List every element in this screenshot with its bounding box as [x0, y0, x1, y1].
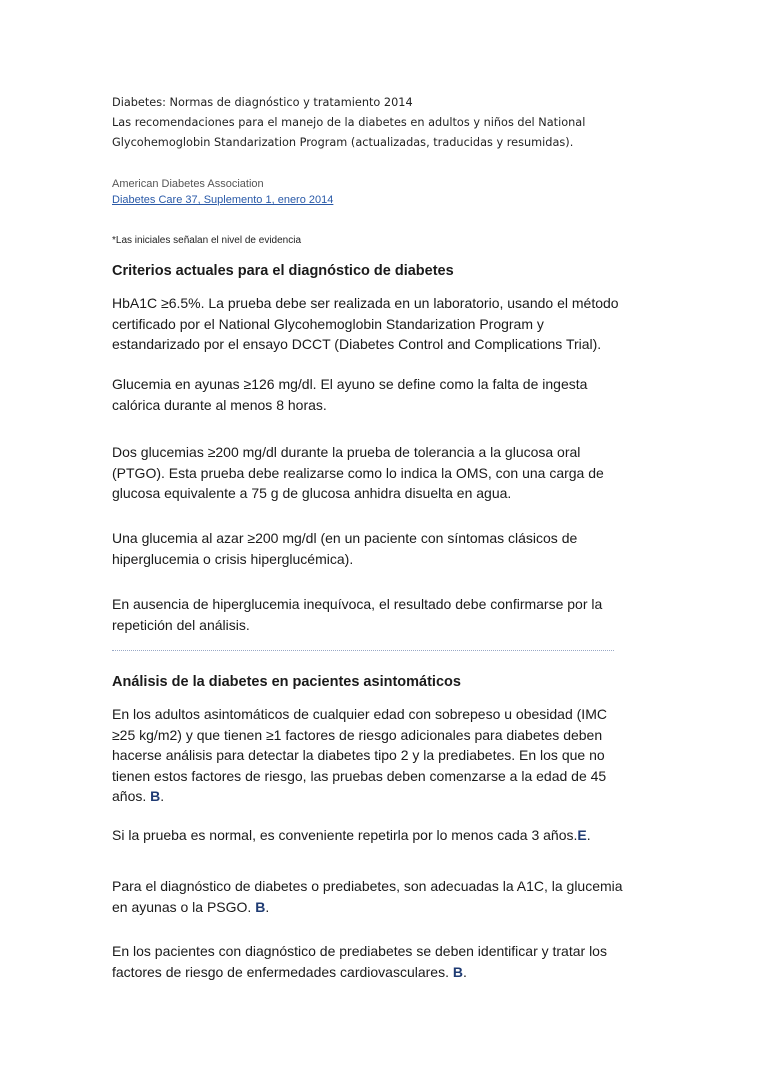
text-fragment: Si la prueba es normal, es conveniente repetirla por lo menos cada 3 años. — [112, 827, 578, 843]
evidence-level-badge: E — [577, 827, 587, 843]
text-line: glucosa equivalente a 75 g de glucosa anhidra disuelta en agua. — [112, 485, 512, 501]
text-line: calórica durante al menos 8 horas. — [112, 396, 327, 413]
evidence-level-badge: B — [452, 963, 463, 980]
text-fragment: años. — [112, 788, 151, 804]
punctuation: . — [265, 898, 270, 915]
text-line: hacerse análisis para detectar la diabetes tipo 2 y la prediabetes. En los que no — [112, 747, 605, 763]
punctuation: . — [586, 827, 591, 843]
text-line — [112, 962, 622, 983]
section1-paragraph3 — [112, 442, 622, 504]
section1-paragraph5 — [112, 594, 622, 635]
section1-paragraph2 — [112, 374, 622, 415]
evidence-level-badge: B — [255, 898, 266, 915]
text-line: certificado por el National Glycohemoglobin Standarization Program y — [112, 315, 544, 332]
text-line — [112, 786, 622, 807]
section2-title: Análisis de la diabetes en pacientes asintomáticos — [112, 674, 461, 690]
text-fragment: factores de riesgo de enfermedades cardiovasculares. — [112, 963, 453, 980]
text-line — [112, 897, 622, 918]
text-line: En los pacientes con diagnóstico de prediabetes se deben identificar y tratar los — [112, 943, 607, 959]
text-line: Una glucemia al azar ≥200 mg/dl (en un paciente con síntomas clásicos de — [112, 530, 578, 546]
text-line: HbA1C ≥6.5%. La prueba debe ser realizada en un laboratorio, usando el método — [112, 295, 619, 311]
section1-title: Criterios actuales para el diagnóstico de diabetes — [112, 263, 454, 279]
section2-paragraph4 — [112, 941, 622, 982]
text-line: repetición del análisis. — [112, 616, 250, 633]
header-subtitle-line2: Glycohemoglobin Standarization Program (actualizadas, traducidas y resumidas). — [112, 136, 574, 149]
text-line: estandarizado por el ensayo DCCT (Diabetes Control and Complications Trial). — [112, 336, 602, 352]
section2-paragraph2 — [112, 825, 622, 846]
text-line: Dos glucemias ≥200 mg/dl durante la prueba de tolerancia a la glucosa oral — [112, 444, 581, 460]
evidence-note: *Las iniciales señalan el nivel de evidencia — [112, 235, 302, 246]
text-line: ≥25 kg/m2) y que tienen ≥1 factores de riesgo adicionales para diabetes deben — [112, 726, 603, 743]
section1-paragraph4 — [112, 528, 622, 569]
text-line: Glucemia en ayunas ≥126 mg/dl. El ayuno se define como la falta de ingesta — [112, 376, 588, 392]
document-header — [112, 93, 652, 153]
source-block — [112, 176, 333, 208]
section1-paragraph1 — [112, 293, 622, 355]
evidence-level-badge: B — [150, 788, 161, 804]
header-title: Diabetes: Normas de diagnóstico y tratamiento 2014 — [112, 96, 413, 109]
text-line: (PTGO). Esta prueba debe realizarse como lo indica la OMS, con una carga de — [112, 464, 604, 481]
text-fragment: en ayunas o la PSGO. — [112, 898, 256, 915]
section2-paragraph3 — [112, 876, 622, 917]
source-citation-link[interactable]: Diabetes Care 37, Suplemento 1, enero 2014 — [112, 194, 334, 206]
source-organization: American Diabetes Association — [112, 178, 264, 190]
text-line: hiperglucemia o crisis hiperglucémica). — [112, 550, 354, 567]
text-line — [112, 825, 622, 846]
section-divider — [112, 650, 614, 651]
text-line: En ausencia de hiperglucemia inequívoca, el resultado debe confirmarse por la — [112, 596, 603, 612]
header-subtitle-line1: Las recomendaciones para el manejo de la diabetes en adultos y niños del National — [112, 116, 586, 129]
text-line: Para el diagnóstico de diabetes o prediabetes, son adecuadas la A1C, la glucemia — [112, 878, 623, 894]
section2-paragraph1 — [112, 704, 622, 807]
text-line: tienen estos factores de riesgo, las pruebas deben comenzarse a la edad de 45 — [112, 767, 607, 784]
punctuation: . — [160, 788, 165, 804]
punctuation: . — [462, 963, 467, 980]
text-line: En los adultos asintomáticos de cualquier edad con sobrepeso u obesidad (IMC — [112, 706, 607, 722]
